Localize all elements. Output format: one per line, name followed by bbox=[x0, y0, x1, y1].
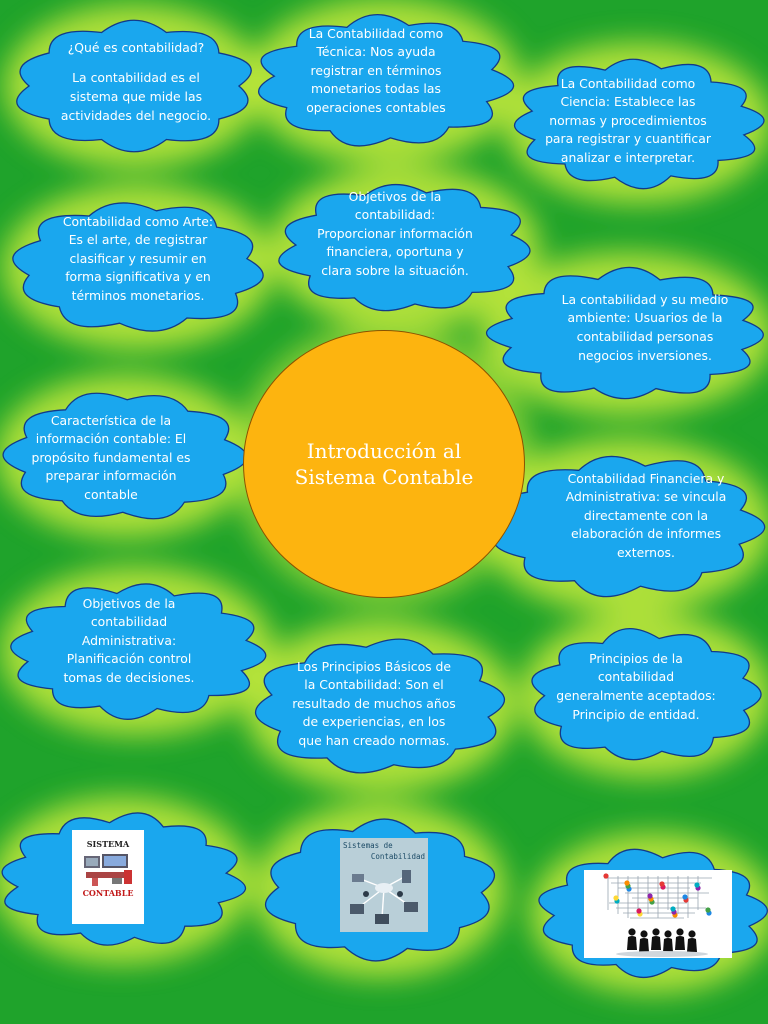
image-title: SISTEMA bbox=[86, 839, 130, 849]
cloud-line: La Contabilidad como bbox=[560, 75, 696, 91]
cloud-line: ambiente: Usuarios de la bbox=[567, 310, 723, 326]
cloud-line: clasificar y resumir en bbox=[69, 250, 207, 266]
cloud-line: contabilidad bbox=[90, 614, 168, 630]
cloud-line: para registrar y cuantificar bbox=[545, 131, 711, 147]
cloud-line: de experiencias, en los bbox=[302, 714, 446, 730]
cloud-line: Es el arte, de registrar bbox=[68, 232, 208, 248]
image-subtitle: CONTABLE bbox=[82, 888, 134, 898]
central-topic-line: Sistema Contable bbox=[294, 465, 474, 489]
cloud-principios-basicos bbox=[252, 626, 508, 786]
cloud-line: resultado de muchos años bbox=[292, 695, 456, 711]
cloud-que-es-contabilidad bbox=[12, 10, 256, 162]
cloud-line: propósito fundamental es bbox=[31, 449, 191, 465]
cloud-line: Principio de entidad. bbox=[572, 706, 700, 722]
cloud-line: Objetivos de la bbox=[348, 188, 442, 204]
cloud-line: sistema que mide las bbox=[69, 89, 203, 104]
cloud-line: contabilidad: bbox=[354, 207, 436, 223]
cloud-line: directamente con la bbox=[583, 507, 709, 523]
cloud-line: información contable: El bbox=[35, 431, 187, 447]
network-people-icon bbox=[584, 870, 732, 958]
cloud-line: financiera, oportuna y bbox=[326, 244, 464, 260]
cloud-contabilidad-ciencia bbox=[512, 48, 764, 198]
network-people-image bbox=[584, 870, 732, 958]
cloud-line: generalmente aceptados: bbox=[556, 688, 716, 703]
cloud-line: Técnica: Nos ayuda bbox=[316, 44, 436, 60]
cloud-line: Proporcionar información bbox=[317, 225, 473, 241]
cloud-line: Objetivos de la bbox=[82, 595, 176, 611]
cloud-line: contabilidad bbox=[597, 669, 675, 685]
cloud-line: elaboración de informes bbox=[570, 526, 722, 542]
office-desk-icon bbox=[80, 852, 136, 888]
cloud-line: analizar e interpretar. bbox=[560, 149, 696, 165]
central-topic-line: Introducción al bbox=[306, 439, 462, 463]
cloud-line: Contabilidad Financiera y bbox=[567, 470, 725, 486]
cloud-line: Característica de la bbox=[50, 412, 172, 428]
cloud-line: Contabilidad como Arte: bbox=[62, 213, 214, 229]
cloud-line: Planificación control bbox=[66, 651, 192, 667]
cloud-line: registrar en términos bbox=[310, 62, 442, 78]
cloud-line: preparar información bbox=[45, 468, 177, 484]
cloud-line: la Contabilidad: Son el bbox=[304, 677, 444, 693]
cloud-line: contabilidad personas bbox=[576, 329, 714, 344]
cloud-contabilidad-tecnica bbox=[256, 4, 512, 158]
cloud-line: monetarios todas las bbox=[311, 81, 441, 97]
cloud-contabilidad-arte bbox=[10, 190, 266, 344]
cloud-line: La Contabilidad como bbox=[308, 25, 444, 41]
cloud-line: contable bbox=[84, 486, 138, 502]
cloud-line: clara sobre la situación. bbox=[321, 262, 469, 278]
cloud-line: Los Principios Básicos de bbox=[296, 658, 452, 674]
cloud-line: operaciones contables bbox=[306, 99, 446, 115]
cloud-line: tomas de decisiones. bbox=[63, 669, 195, 685]
cloud-line: Administrativa: se vincula bbox=[565, 489, 727, 505]
cloud-principios-generalmente-aceptados bbox=[528, 618, 764, 772]
cloud-line: normas y procedimientos bbox=[549, 112, 707, 128]
cloud-caracteristica-informacion bbox=[4, 380, 246, 532]
image-subtitle: Contabilidad bbox=[370, 852, 425, 861]
cloud-line: que han creado normas. bbox=[298, 732, 450, 748]
central-topic-circle bbox=[243, 330, 525, 598]
sistemas-contabilidad-image bbox=[340, 838, 428, 932]
cloud-line: Principios de la bbox=[589, 650, 683, 666]
cloud-line: Administrativa: bbox=[81, 632, 177, 648]
cloud-line: forma significativa y en bbox=[65, 269, 211, 285]
cloud-contabilidad-financiera bbox=[488, 444, 764, 608]
cloud-line: actividades del negocio. bbox=[60, 107, 212, 123]
cloud-medio-ambiente bbox=[488, 258, 766, 410]
cloud-line bbox=[61, 57, 211, 69]
sistema-contable-image bbox=[72, 830, 144, 924]
cloud-line: externos. bbox=[617, 544, 675, 560]
cloud-objetivos-administrativa bbox=[8, 572, 266, 730]
cloud-line: Ciencia: Establece las bbox=[560, 94, 696, 110]
computer-network-icon bbox=[344, 866, 424, 928]
cloud-line: términos monetarios. bbox=[71, 287, 205, 303]
image-title: Sistemas de bbox=[343, 841, 393, 850]
cloud-line: negocios inversiones. bbox=[578, 347, 712, 363]
cloud-line: La contabilidad y su medio bbox=[561, 291, 729, 307]
cloud-line: ¿Qué es contabilidad? bbox=[67, 39, 205, 55]
cloud-line: La contabilidad es el bbox=[72, 70, 200, 86]
